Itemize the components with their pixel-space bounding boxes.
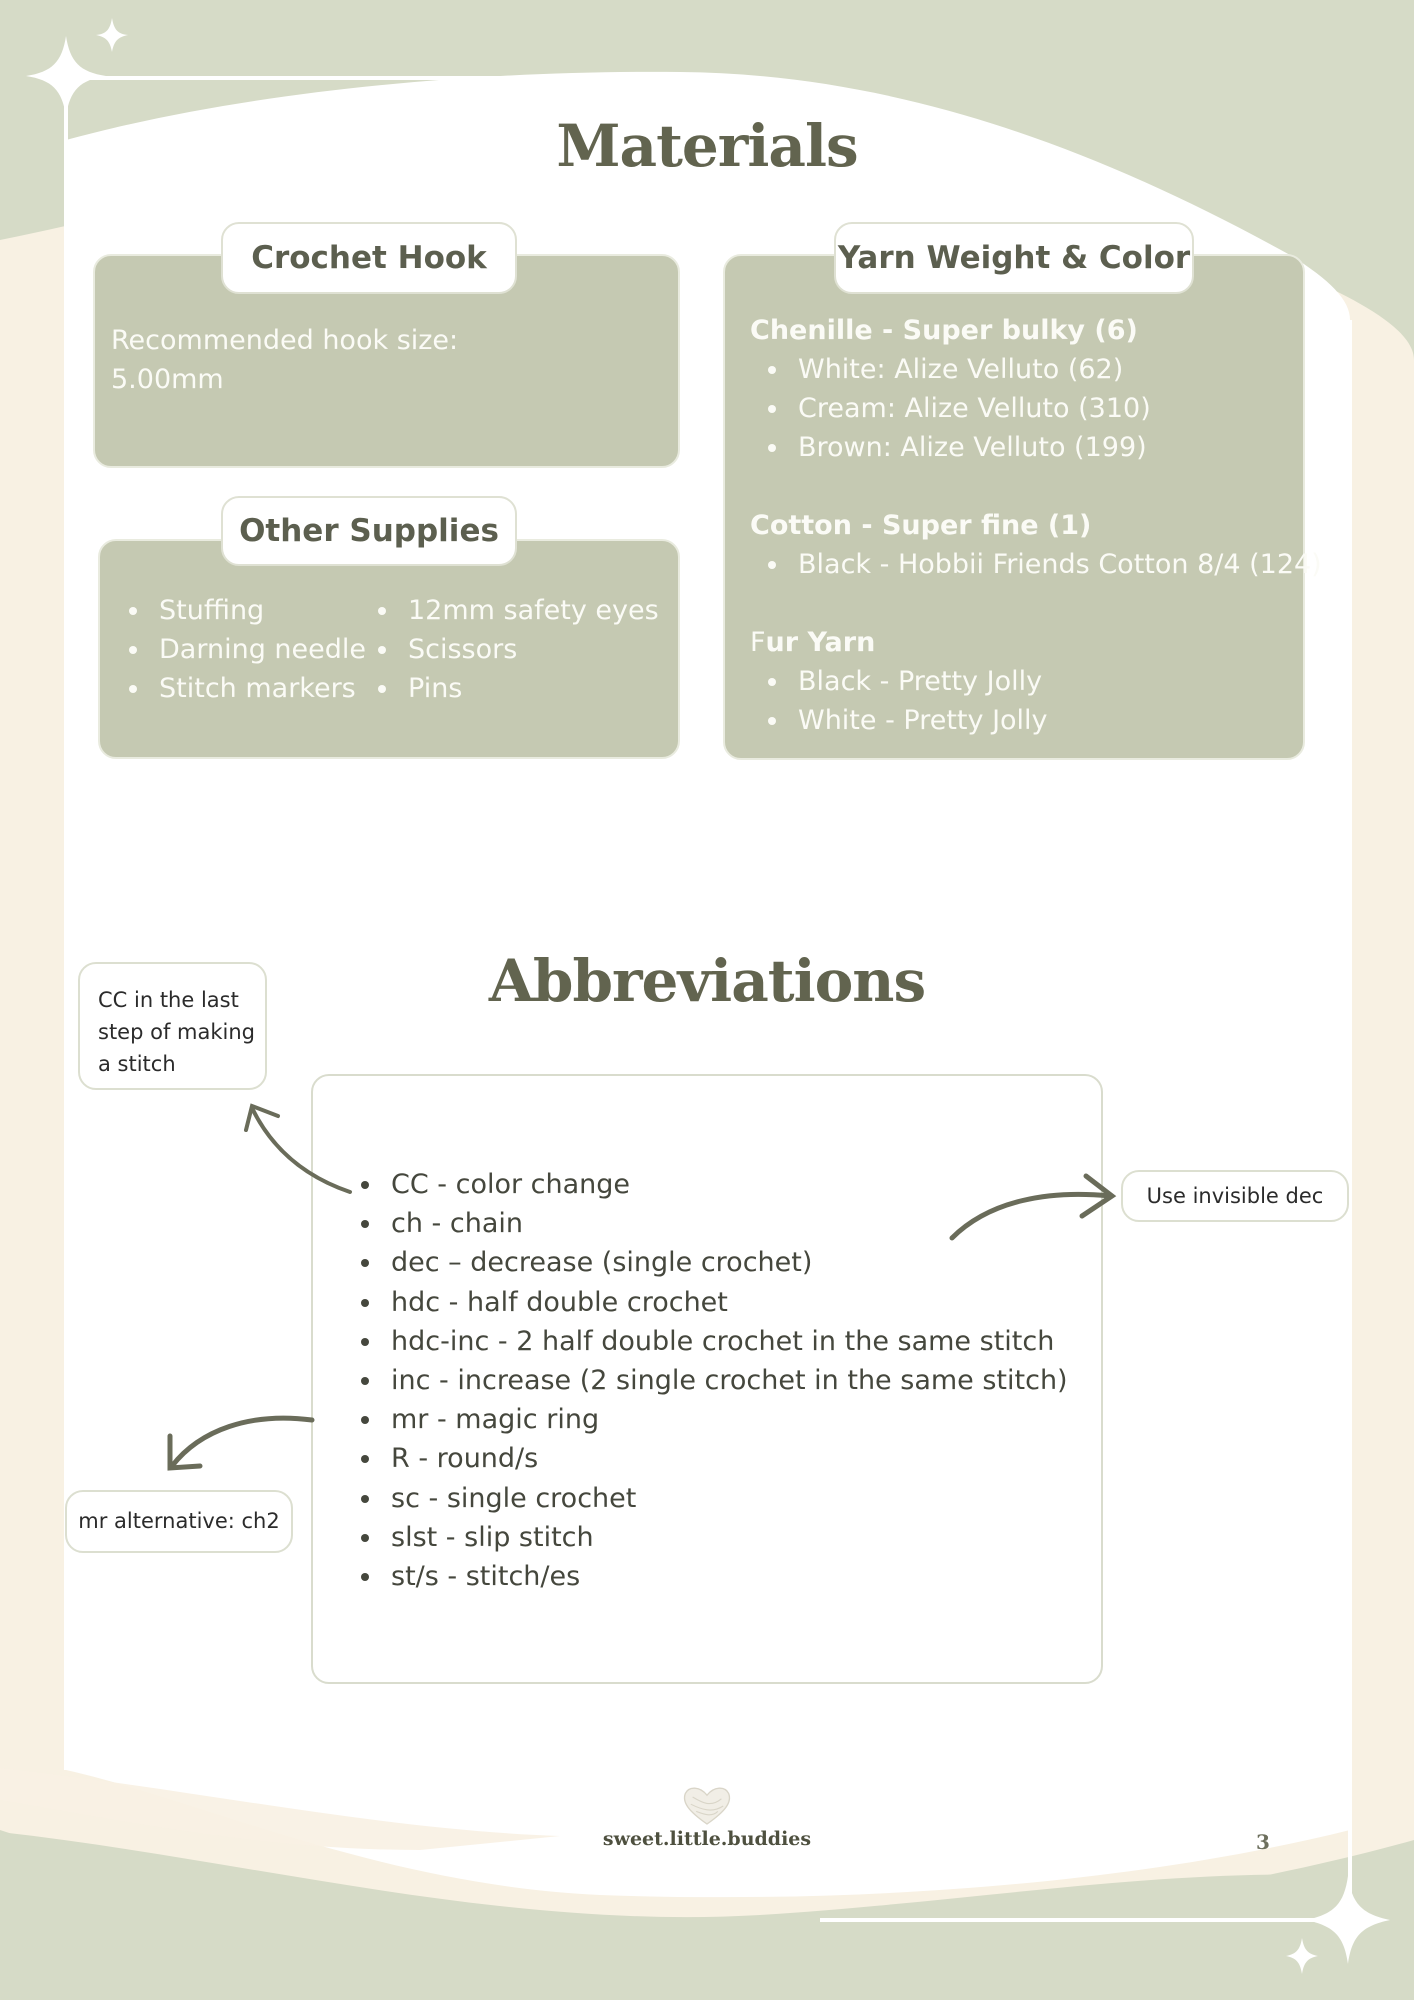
hook-size-value: 5.00mm (111, 364, 224, 395)
abbr-item: sc - single crochet (343, 1479, 1068, 1518)
yarn-item: Cream: Alize Velluto (310) (750, 389, 1322, 428)
supply-item: 12mm safety eyes (360, 591, 659, 630)
supply-item: Darning needle (111, 630, 366, 669)
supply-item: Pins (360, 669, 659, 708)
supply-item: Stitch markers (111, 669, 366, 708)
abbr-item: CC - color change (343, 1165, 1068, 1204)
cc-note-line: CC in the last (98, 988, 239, 1012)
supplies-col-2 (360, 591, 659, 708)
page-number: 3 (1256, 1830, 1270, 1854)
abbr-item: mr - magic ring (343, 1400, 1068, 1439)
abbreviations-title: Abbreviations (488, 947, 926, 1015)
cc-note (78, 962, 267, 1090)
yarn-item: Black - Pretty Jolly (750, 662, 1322, 701)
footer-brand: sweet.little.buddies (602, 1828, 812, 1850)
mr-note: mr alternative: ch2 (65, 1490, 293, 1553)
cc-note-line: a stitch (98, 1052, 176, 1076)
abbr-item: hdc-inc - 2 half double crochet in the same stitch (343, 1322, 1068, 1361)
abbr-item: dec – decrease (single crochet) (343, 1243, 1068, 1282)
supply-item: Scissors (360, 630, 659, 669)
fur-heading-rest: ur Yarn (765, 627, 876, 658)
abbr-item: st/s - stitch/es (343, 1557, 1068, 1596)
chenille-heading: Chenille - Super bulky (6) (750, 315, 1138, 346)
yarn-item: White - Pretty Jolly (750, 701, 1322, 740)
yarn-item: Black - Hobbii Friends Cotton 8/4 (124) (750, 545, 1322, 584)
yarn-heart-icon (680, 1784, 734, 1828)
hook-size-text (111, 321, 458, 399)
fur-heading-prefix: F (750, 627, 766, 658)
cc-note-line: step of making (98, 1020, 255, 1044)
abbr-item: hdc - half double crochet (343, 1283, 1068, 1322)
yarn-details (750, 311, 1322, 740)
abbr-item: slst - slip stitch (343, 1518, 1068, 1557)
abbreviations-list (343, 1165, 1068, 1596)
yarn-item: White: Alize Velluto (62) (750, 350, 1322, 389)
abbr-item: inc - increase (2 single crochet in the same stitch) (343, 1361, 1068, 1400)
crochet-hook-tab: Crochet Hook (221, 222, 517, 294)
cotton-heading: Cotton - Super fine (1) (750, 510, 1092, 541)
abbr-item: R - round/s (343, 1439, 1068, 1478)
yarn-tab: Yarn Weight & Color (834, 222, 1194, 294)
fur-heading (750, 623, 1322, 662)
other-supplies-tab: Other Supplies (221, 496, 517, 566)
hook-size-label: Recommended hook size: (111, 325, 459, 356)
abbr-item: ch - chain (343, 1204, 1068, 1243)
yarn-item: Brown: Alize Velluto (199) (750, 428, 1322, 467)
materials-title: Materials (556, 112, 858, 180)
supplies-col-1 (111, 591, 366, 708)
dec-note: Use invisible dec (1121, 1170, 1349, 1222)
supply-item: Stuffing (111, 591, 366, 630)
